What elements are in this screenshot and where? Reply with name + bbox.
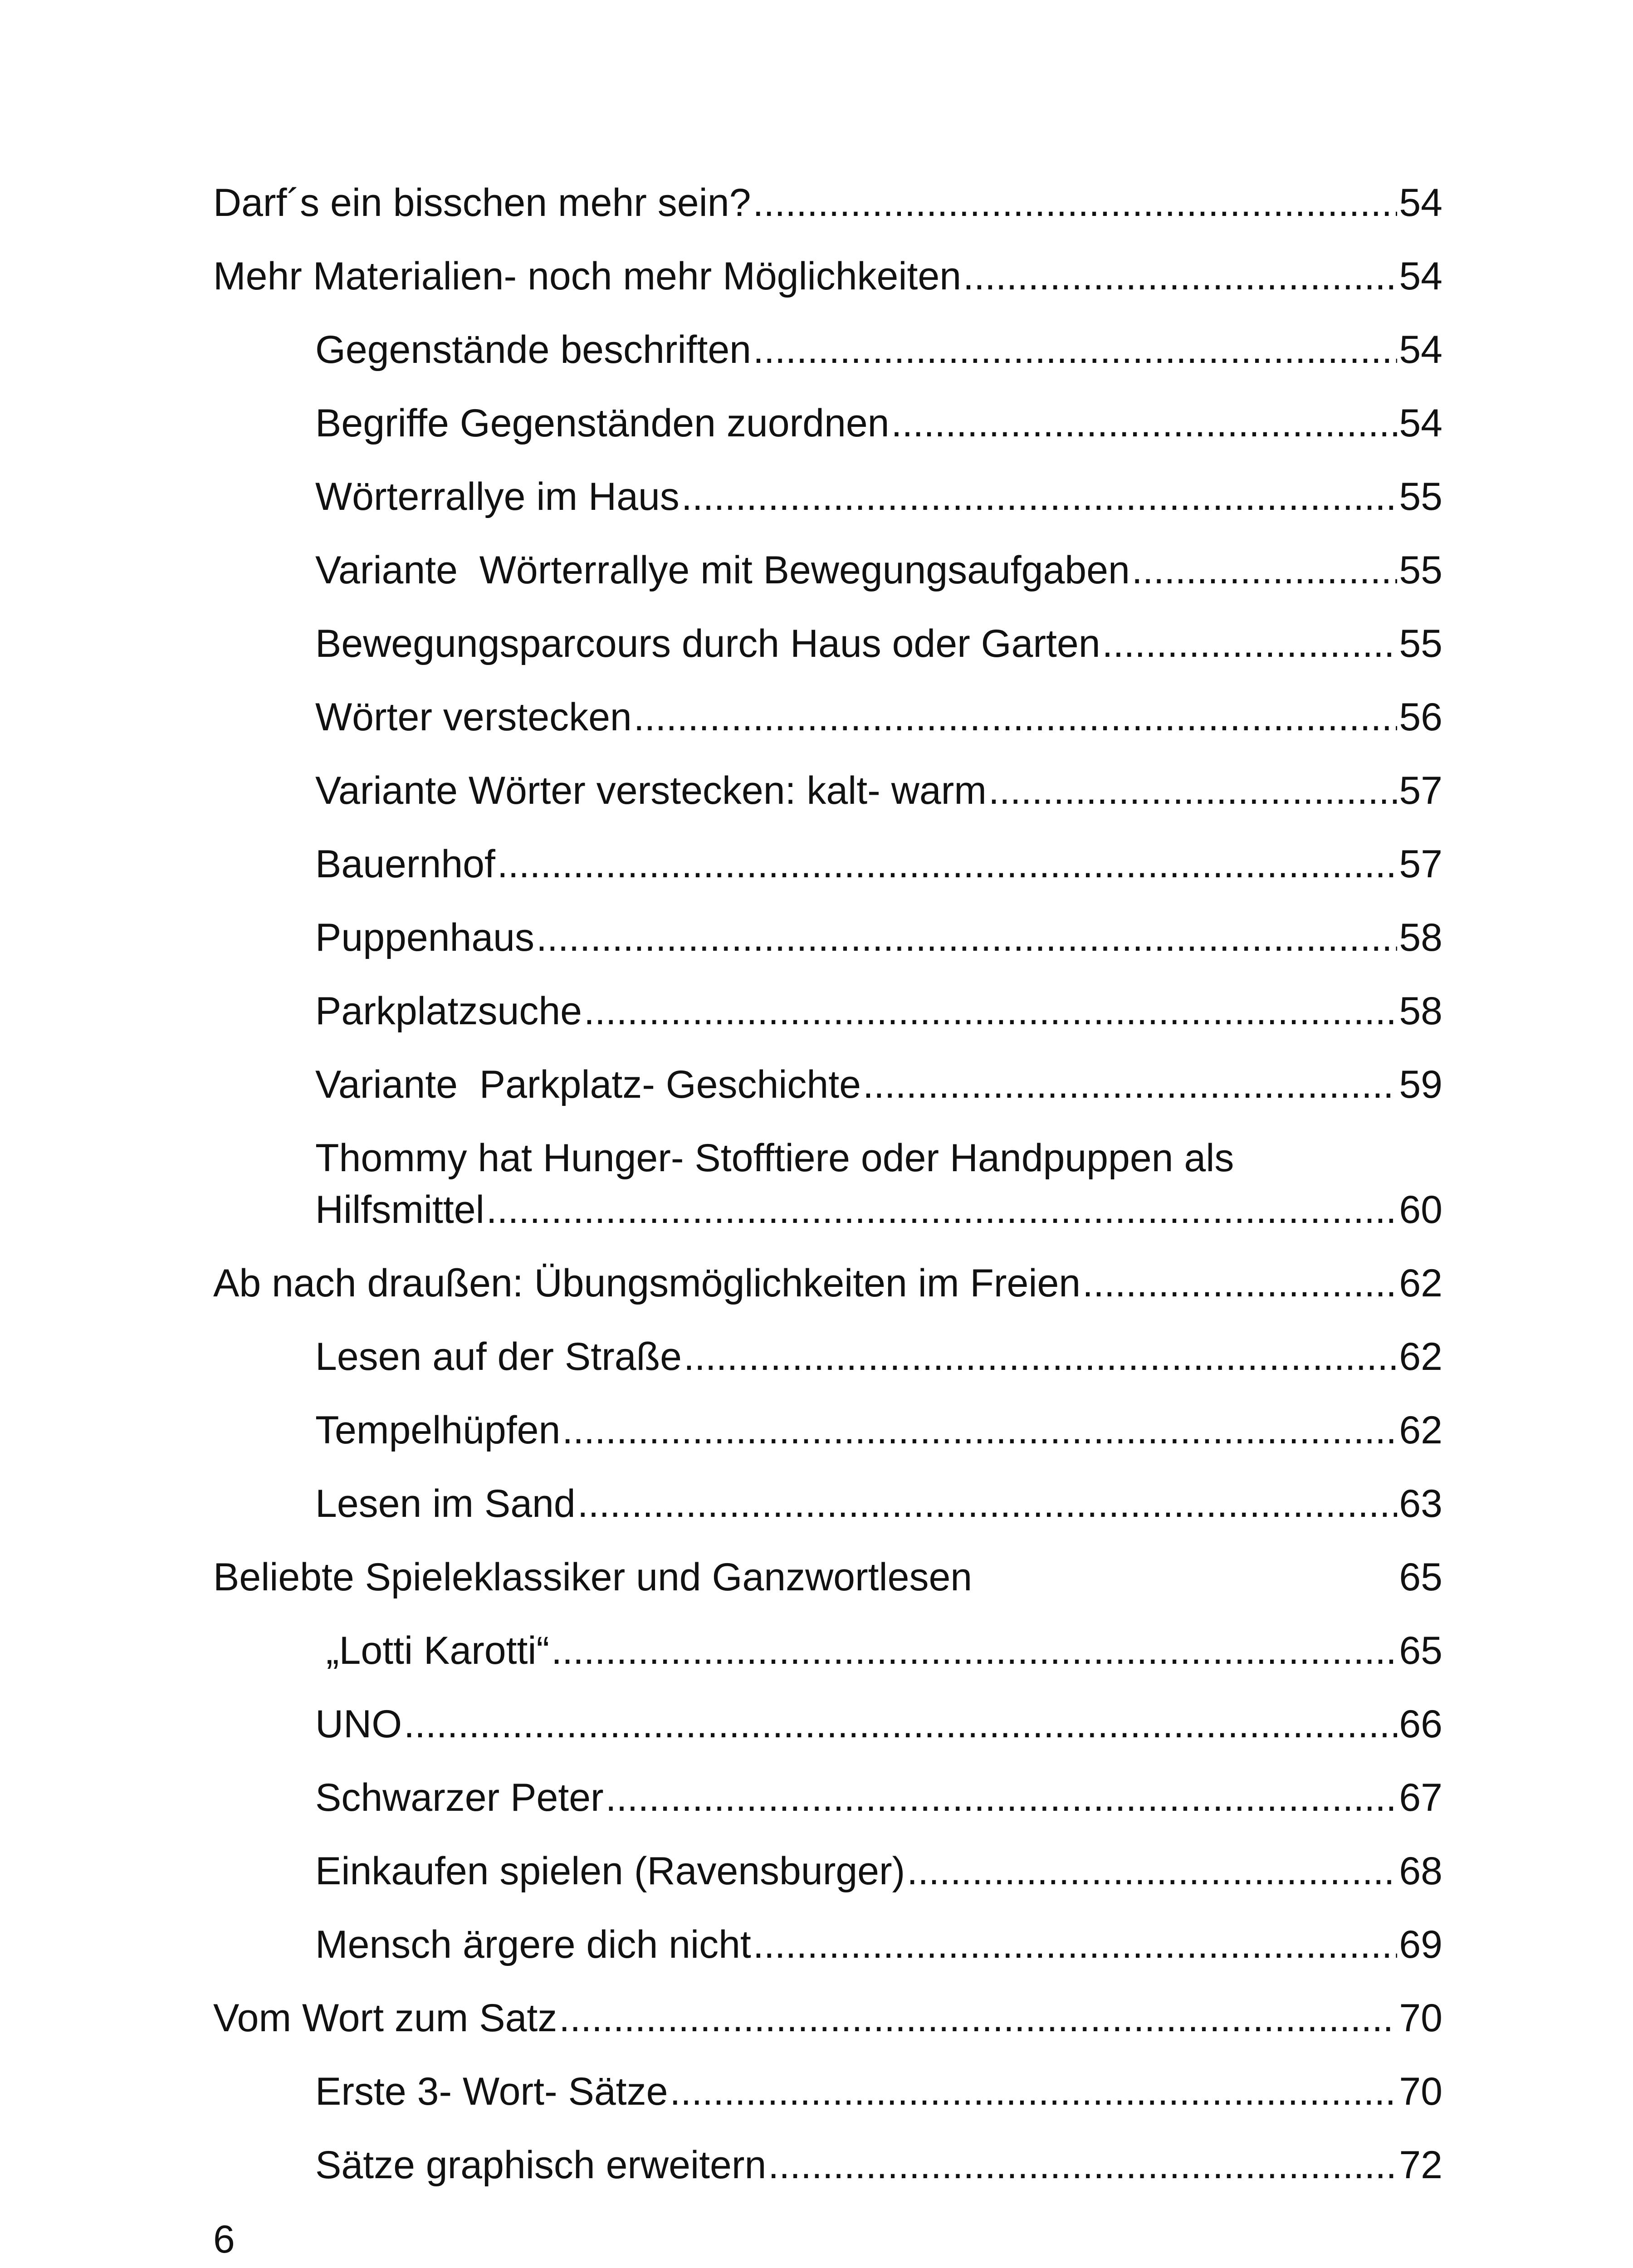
toc-entry-title: Einkaufen spielen (Ravensburger) [315, 1849, 905, 1893]
toc-entry-page: 54 [1399, 328, 1442, 371]
toc-entry-title: Bauernhof [315, 842, 495, 886]
toc-entry-title: Gegenstände beschriften [315, 328, 751, 371]
toc-entry-title: Mensch ärgere dich nicht [315, 1923, 751, 1966]
dot-leader [891, 397, 1397, 449]
dot-leader [768, 2139, 1397, 2191]
toc-entry [315, 1059, 1442, 1110]
toc-entry-title: UNO [315, 1702, 402, 1746]
toc-entry-title-line1: Thommy hat Hunger- Stofftiere oder Handpuppen als [315, 1136, 1234, 1180]
toc-entry-page: 70 [1399, 1996, 1442, 2040]
toc-entry [315, 765, 1442, 816]
toc-entry-page: 65 [1399, 1629, 1442, 1672]
toc-entry-page: 57 [1399, 842, 1442, 886]
toc-entry-page: 69 [1399, 1923, 1442, 1966]
dot-leader [1132, 544, 1398, 596]
dot-leader [606, 1772, 1398, 1823]
toc-entry [315, 1845, 1442, 1897]
toc-entry [315, 1919, 1442, 1970]
toc-entry [315, 397, 1442, 449]
toc-entry [315, 324, 1442, 376]
toc-entry-page: 72 [1399, 2143, 1442, 2187]
toc-entry-title: Begriffe Gegenständen zuordnen [315, 401, 890, 445]
dot-leader [963, 250, 1397, 302]
page-number: 6 [213, 2218, 235, 2261]
dot-leader [684, 1331, 1397, 1383]
dot-leader [863, 1059, 1397, 1110]
toc-entry [315, 1331, 1442, 1383]
dot-leader [634, 691, 1398, 743]
toc-entry-page: 62 [1399, 1408, 1442, 1452]
dot-leader [1082, 1257, 1397, 1309]
toc-entry-title: „Lotti Karotti“ [315, 1629, 550, 1672]
toc-entry [213, 177, 1442, 229]
toc-entry-page: 54 [1399, 401, 1442, 445]
toc-entry-page: 59 [1399, 1063, 1442, 1106]
dot-leader [681, 471, 1398, 523]
toc-entry-title: Variante Wörterrallye mit Bewegungsaufgaben [315, 548, 1130, 592]
toc-entry-title: Vom Wort zum Satz [213, 1996, 557, 2040]
toc-entry-title: Beliebte Spieleklassiker und Ganzwortlesen [213, 1555, 973, 1599]
dot-leader [584, 985, 1397, 1037]
toc-entry-title: Wörterrallye im Haus [315, 475, 680, 518]
toc-entry-page: 58 [1399, 989, 1442, 1033]
toc-entry [213, 250, 1442, 302]
dot-leader [551, 1625, 1397, 1677]
dot-leader [497, 838, 1397, 890]
toc-entry-page: 66 [1399, 1702, 1442, 1746]
toc-entry [315, 471, 1442, 523]
toc-entry-page: 56 [1399, 695, 1442, 739]
table-of-contents [213, 177, 1442, 2213]
toc-entry [315, 1772, 1442, 1823]
toc-entry [315, 2066, 1442, 2117]
toc-entry-title: Puppenhaus [315, 916, 534, 959]
toc-entry-page: 70 [1399, 2070, 1442, 2113]
dot-leader [753, 1919, 1398, 1970]
toc-entry-page: 55 [1399, 475, 1442, 518]
toc-entry [213, 1551, 1442, 1603]
toc-entry-title: Erste 3- Wort- Sätze [315, 2070, 668, 2113]
toc-entry-title: Wörter verstecken [315, 695, 632, 739]
toc-entry-page: 62 [1399, 1261, 1442, 1305]
toc-entry-page: 67 [1399, 1776, 1442, 1819]
toc-entry [315, 544, 1442, 596]
toc-entry-title: Sätze graphisch erweitern [315, 2143, 767, 2187]
toc-entry-title: Lesen im Sand [315, 1482, 576, 1525]
toc-entry-page: 54 [1399, 254, 1442, 298]
toc-entry [315, 1404, 1442, 1456]
toc-entry-page: 68 [1399, 1849, 1442, 1893]
toc-entry-title: Schwarzer Peter [315, 1776, 604, 1819]
toc-entry-page: 57 [1399, 769, 1442, 812]
dot-leader [753, 177, 1397, 229]
toc-entry [315, 618, 1442, 670]
toc-entry [315, 1132, 1442, 1236]
dot-leader [486, 1184, 1398, 1236]
toc-entry [315, 1698, 1442, 1750]
toc-entry-title: Mehr Materialien- noch mehr Möglichkeiten [213, 254, 962, 298]
dot-leader [907, 1845, 1397, 1897]
dot-leader [988, 765, 1397, 816]
toc-entry-title: Tempelhüpfen [315, 1408, 561, 1452]
toc-entry-title: Lesen auf der Straße [315, 1335, 682, 1378]
toc-entry [315, 838, 1442, 890]
toc-entry-page: 55 [1399, 548, 1442, 592]
toc-entry-title: Parkplatzsuche [315, 989, 582, 1033]
dot-leader [562, 1404, 1397, 1456]
toc-entry-title: Ab nach draußen: Übungsmöglichkeiten im Freien [213, 1261, 1081, 1305]
dot-leader [404, 1698, 1397, 1750]
dot-leader [1102, 618, 1398, 670]
toc-entry [315, 2139, 1442, 2191]
toc-entry [213, 1257, 1442, 1309]
toc-entry-page: 55 [1399, 622, 1442, 665]
toc-entry-page: 63 [1399, 1482, 1442, 1525]
dot-leader [753, 324, 1397, 376]
toc-entry-page: 65 [1399, 1555, 1442, 1599]
toc-entry-page: 60 [1399, 1188, 1442, 1232]
toc-entry [315, 985, 1442, 1037]
toc-entry-page: 54 [1399, 181, 1442, 225]
toc-entry-title: Hilfsmittel [315, 1188, 484, 1232]
toc-entry-page: 62 [1399, 1335, 1442, 1378]
toc-entry [315, 912, 1442, 963]
toc-entry [315, 691, 1442, 743]
toc-entry-title: Variante Wörter verstecken: kalt- warm [315, 769, 987, 812]
dot-leader [536, 912, 1397, 963]
toc-entry [213, 1992, 1442, 2044]
dot-leader [670, 2066, 1397, 2117]
dot-leader [559, 1992, 1397, 2044]
toc-entry [315, 1625, 1442, 1677]
toc-entry-page: 58 [1399, 916, 1442, 959]
toc-entry-title: Darf´s ein bisschen mehr sein? [213, 181, 751, 225]
dot-leader [577, 1478, 1398, 1530]
toc-entry-title: Variante Parkplatz- Geschichte [315, 1063, 861, 1106]
toc-entry [315, 1478, 1442, 1530]
toc-entry-title: Bewegungsparcours durch Haus oder Garten [315, 622, 1100, 665]
